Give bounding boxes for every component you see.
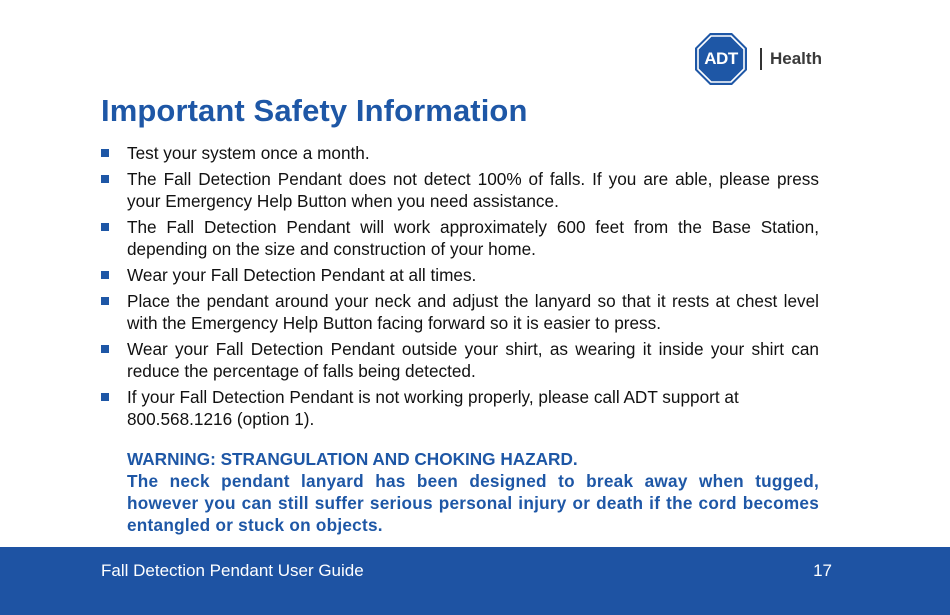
list-item-text: Wear your Fall Detection Pendant outside your shirt, as wearing it inside your shirt can reduce the percentage of falls being detected. [127,339,819,381]
list-item-text: Test your system once a month. [127,143,370,163]
list-item [101,142,819,164]
list-item-text: The Fall Detection Pendant will work approximately 600 feet from the Base Station, depending on the size and construction of your home. [127,217,819,259]
adt-octagon-icon [694,32,748,86]
square-bullet-icon [101,290,127,312]
logo-separator [760,48,762,70]
list-item [101,386,819,430]
logo-adt-text: ADT [704,49,738,68]
safety-list [101,142,819,434]
list-item-text: If your Fall Detection Pendant is not working properly, please call ADT support at 800.568.1216 (option 1). [127,387,739,429]
square-bullet-icon [101,142,127,164]
list-item-text: The Fall Detection Pendant does not detect 100% of falls. If you are able, please press your Emergency Help Button when you need assistance. [127,169,819,211]
list-item-text: Place the pendant around your neck and adjust the lanyard so that it rests at chest level with the Emergency Help Button facing forward so it is easier to press. [127,291,819,333]
adt-health-logo [694,32,822,86]
list-item [101,290,819,334]
square-bullet-icon [101,386,127,408]
warning-heading: WARNING: STRANGULATION AND CHOKING HAZARD. [127,449,578,469]
page-title: Important Safety Information [101,93,528,128]
list-item [101,338,819,382]
warning-block [127,448,819,536]
footer-bar [0,547,950,615]
warning-body: The neck pendant lanyard has been designed to break away when tugged, however you can still suffer serious personal injury or death if the cord becomes entangled or stuck on objects. [127,471,819,535]
footer-guide-title: Fall Detection Pendant User Guide [101,561,364,580]
square-bullet-icon [101,338,127,360]
list-item [101,168,819,212]
page-number: 17 [813,561,832,580]
list-item-text: Wear your Fall Detection Pendant at all times. [127,265,477,285]
square-bullet-icon [101,264,127,286]
list-item [101,264,819,286]
square-bullet-icon [101,168,127,190]
list-item [101,216,819,260]
logo-health-text: Health [770,49,822,68]
square-bullet-icon [101,216,127,238]
